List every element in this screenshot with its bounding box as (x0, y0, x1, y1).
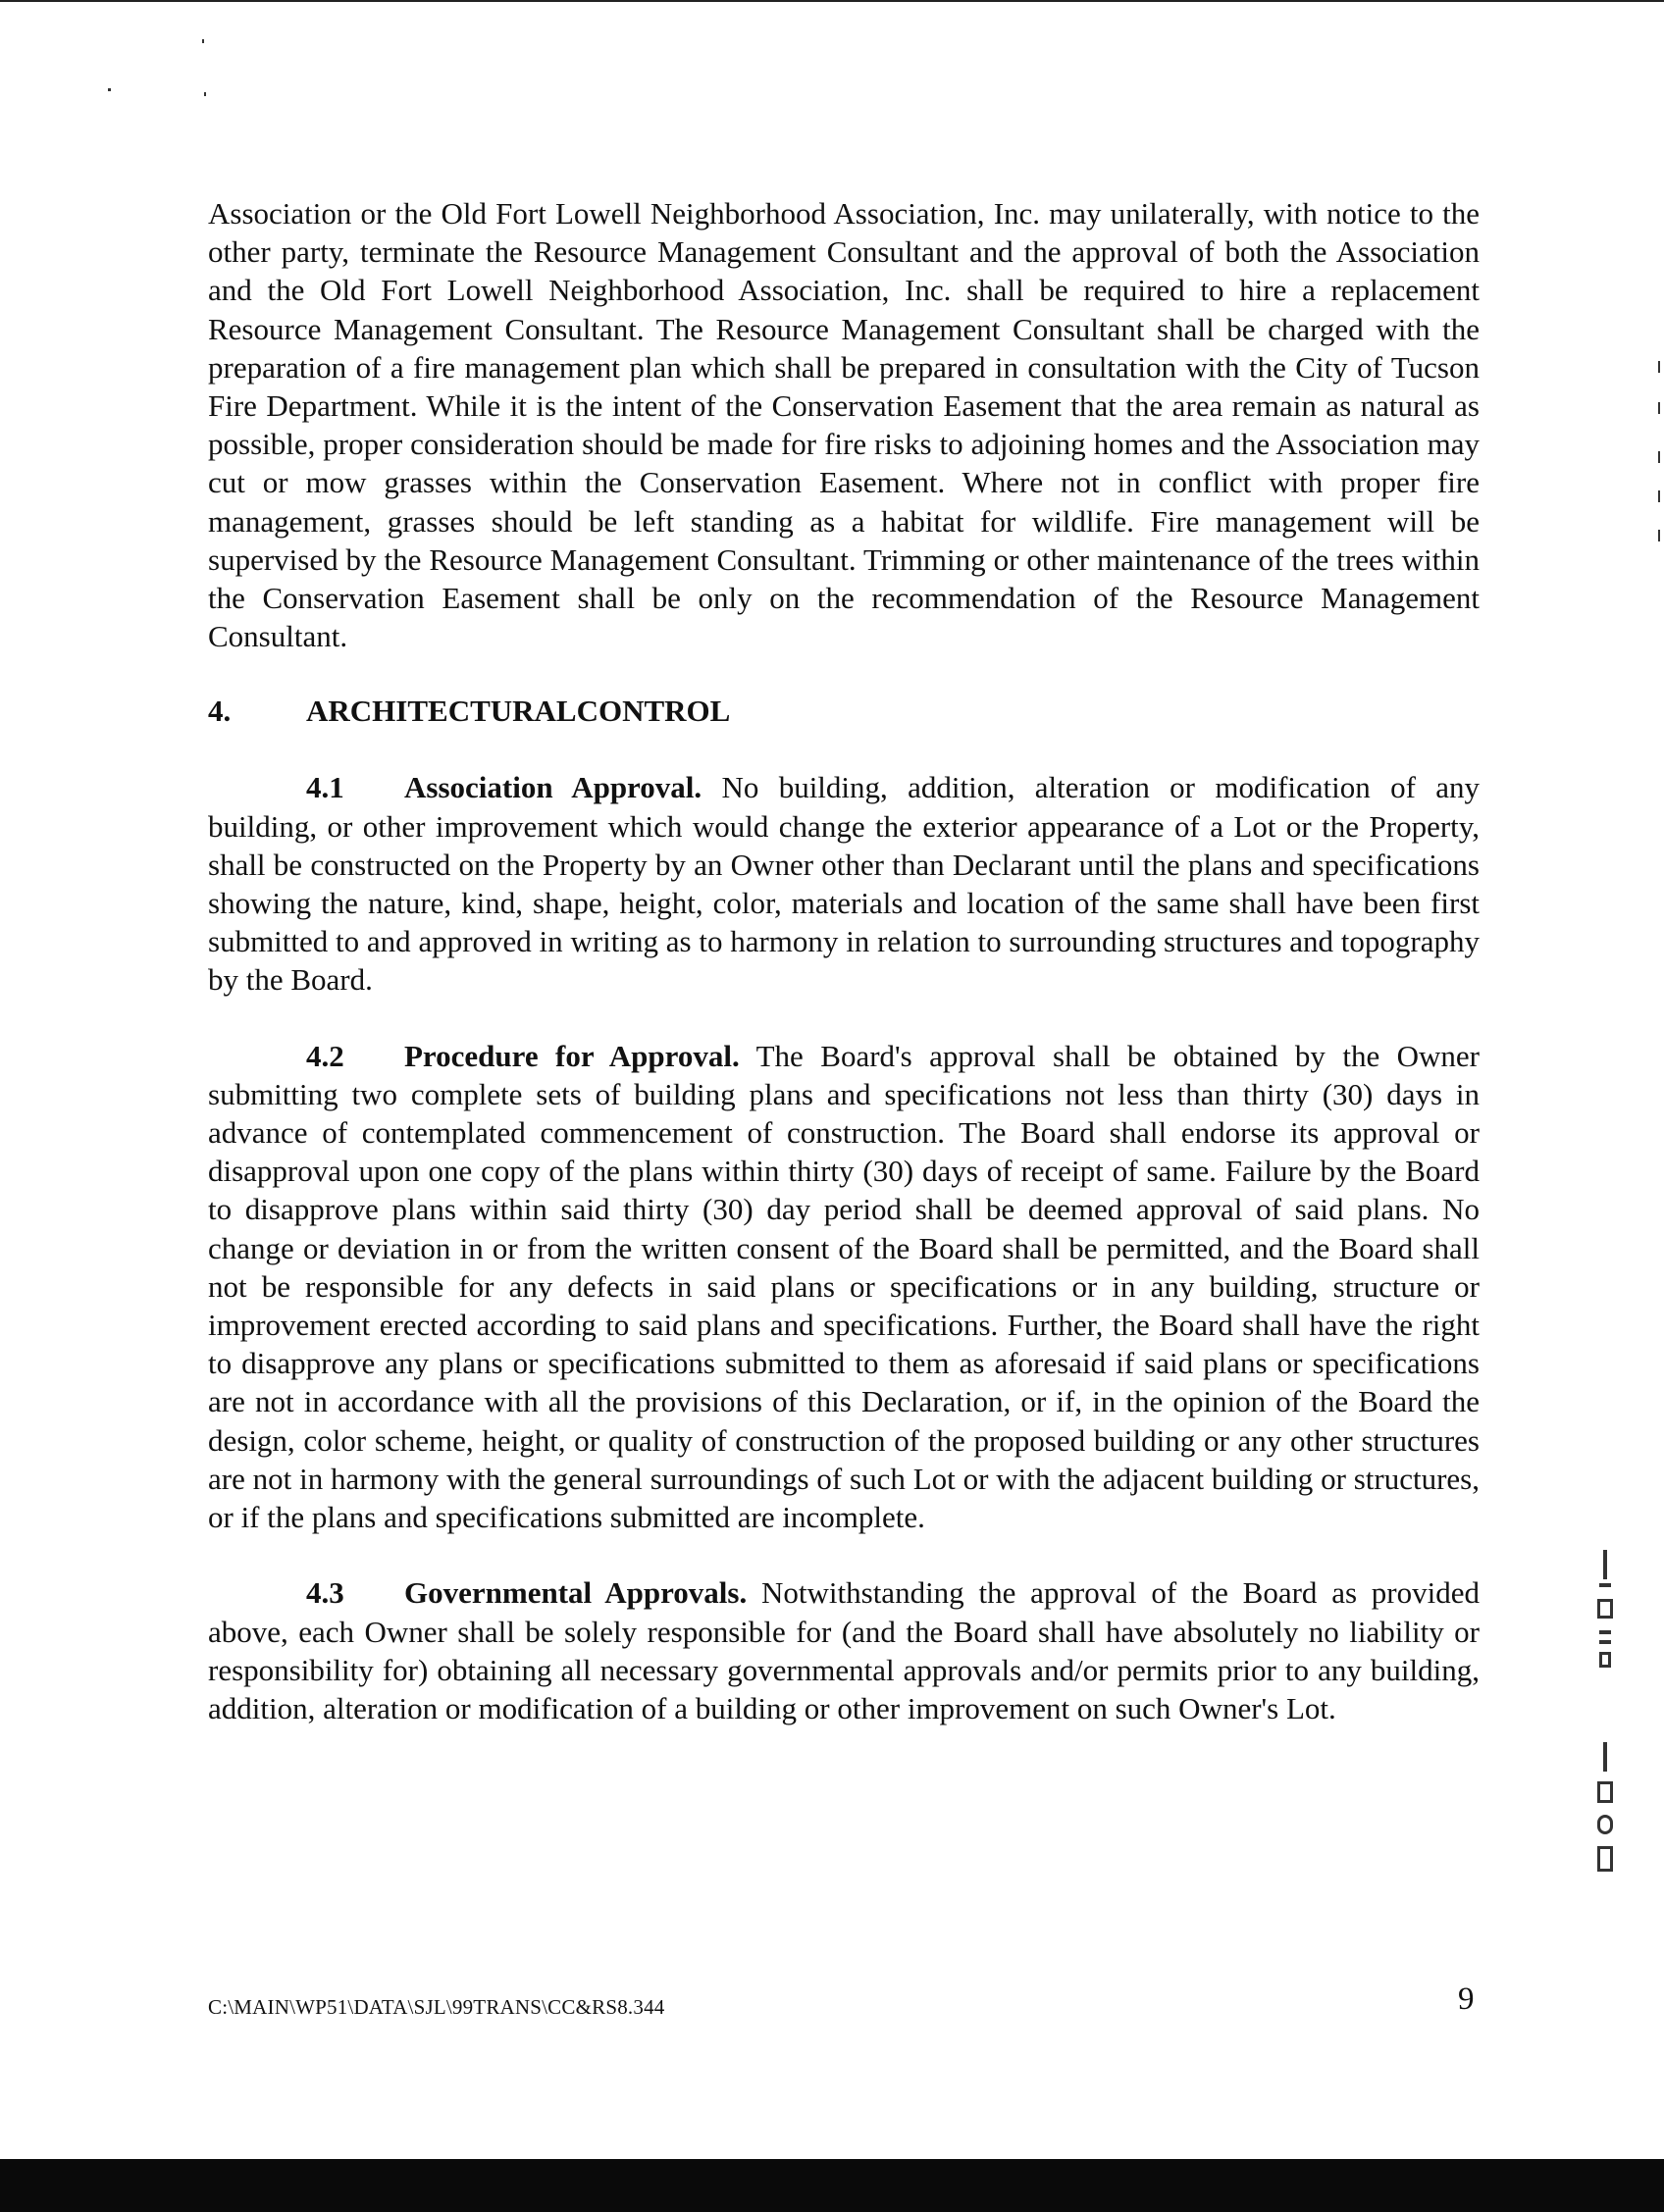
subsection-title: Procedure for Approval. (404, 1038, 740, 1073)
scan-mark (1658, 361, 1660, 373)
subsection-4-3 (208, 1573, 1480, 1727)
footer-file-path: C:\MAIN\WP51\DATA\SJL\99TRANS\CC&RS8.344 (208, 1995, 665, 2019)
scan-mark (108, 88, 111, 91)
subsection-title: Governmental Approvals. (404, 1575, 748, 1611)
subsection-4-2 (208, 1037, 1480, 1537)
top-edge-rule (0, 0, 1664, 2)
section-title: ARCHITECTURALCONTROL (306, 694, 731, 729)
scan-mark (202, 39, 204, 43)
scan-mark (204, 92, 206, 96)
subsection-number: 4.1 (306, 770, 344, 805)
subsection-body: No building, addition, alteration or modification of any building, or other improvement which would change the exterior appearance of a Lot or the Property, shall be constructed on the Property by an Owner other than Declarant until the plans and specifications showing the nature, kind, shape, height, color, materials and location of the same shall have been first submitted to and approved in writing as to harmony in relation to surrounding structures and topography by the Board. (208, 770, 1481, 998)
page-number: 9 (1458, 1981, 1475, 2017)
subsection-body: The Board's approval shall be obtained by the Owner submitting two complete sets of building plans and specifications not less than thirty (30) days in advance of contemplated commencement of construction. The Board shall endorse its approval or disapproval upon one copy of the plans within thirty (30) days of receipt of same. Failure by the Board to disapprove plans within said thirty (30) day period shall be deemed approval of said plans. No change or deviation in or from the written consent of the Board shall be permitted, and the Board shall not be responsible for any defects in said plans or specifications or in any building, structure or improvement erected according to said plans and specifications. Further, the Board shall have the right to disapprove any plans or specifications submitted to them as aforesaid if said plans or specifications are not in accordance with all the provisions of this Declaration, or if, in the opinion of the Board the design, color scheme, height, or quality of construction of the proposed building or any other structures are not in harmony with the general surroundings of such Lot or with the adjacent building or structures, or if the plans and specifications submitted are incomplete. (208, 1038, 1480, 1535)
scan-bottom-border (0, 2159, 1664, 2212)
recording-stamp-mark (1586, 1540, 1625, 1913)
subsection-number: 4.3 (306, 1575, 344, 1611)
document-page (208, 194, 1480, 1727)
section-heading (208, 692, 1480, 730)
scan-mark (1658, 530, 1660, 541)
section-number: 4. (208, 694, 232, 729)
scan-mark (1658, 490, 1660, 502)
scan-mark (1658, 402, 1660, 414)
scan-mark (1658, 451, 1660, 463)
subsection-4-1 (208, 768, 1480, 999)
subsection-body: Notwithstanding the approval of the Board as provided above, each Owner shall be solely responsible for (and the Board shall have absolutely no liability or responsibility for) obtaining all necessary governmental approvals and/or permits prior to any building, addition, alteration or modification of a building or other improvement on such Owner's Lot. (208, 1575, 1481, 1725)
continuation-paragraph: Association or the Old Fort Lowell Neighborhood Association, Inc. may unilaterally, with notice to the other party, terminate the Resource Management Consultant and the approval of both the Association and the Old Fort Lowell Neighborhood Association, Inc. shall be required to hire a replacement Resource Management Consultant. The Resource Management Consultant shall be charged with the preparation of a fire management plan which shall be prepared in consultation with the City of Tucson Fire Department. While it is the intent of the Conservation Easement that the area remain as natural as possible, proper consideration should be made for fire risks to adjoining homes and the Association may cut or mow grasses within the Conservation Easement. Where not in conflict with proper fire management, grasses should be left standing as a habitat for wildlife. Fire management will be supervised by the Resource Management Consultant. Trimming or other maintenance of the trees within the Conservation Easement shall be only on the recommendation of the Resource Management Consultant. (208, 196, 1480, 654)
subsection-number: 4.2 (306, 1038, 344, 1073)
subsection-title: Association Approval. (404, 770, 702, 805)
